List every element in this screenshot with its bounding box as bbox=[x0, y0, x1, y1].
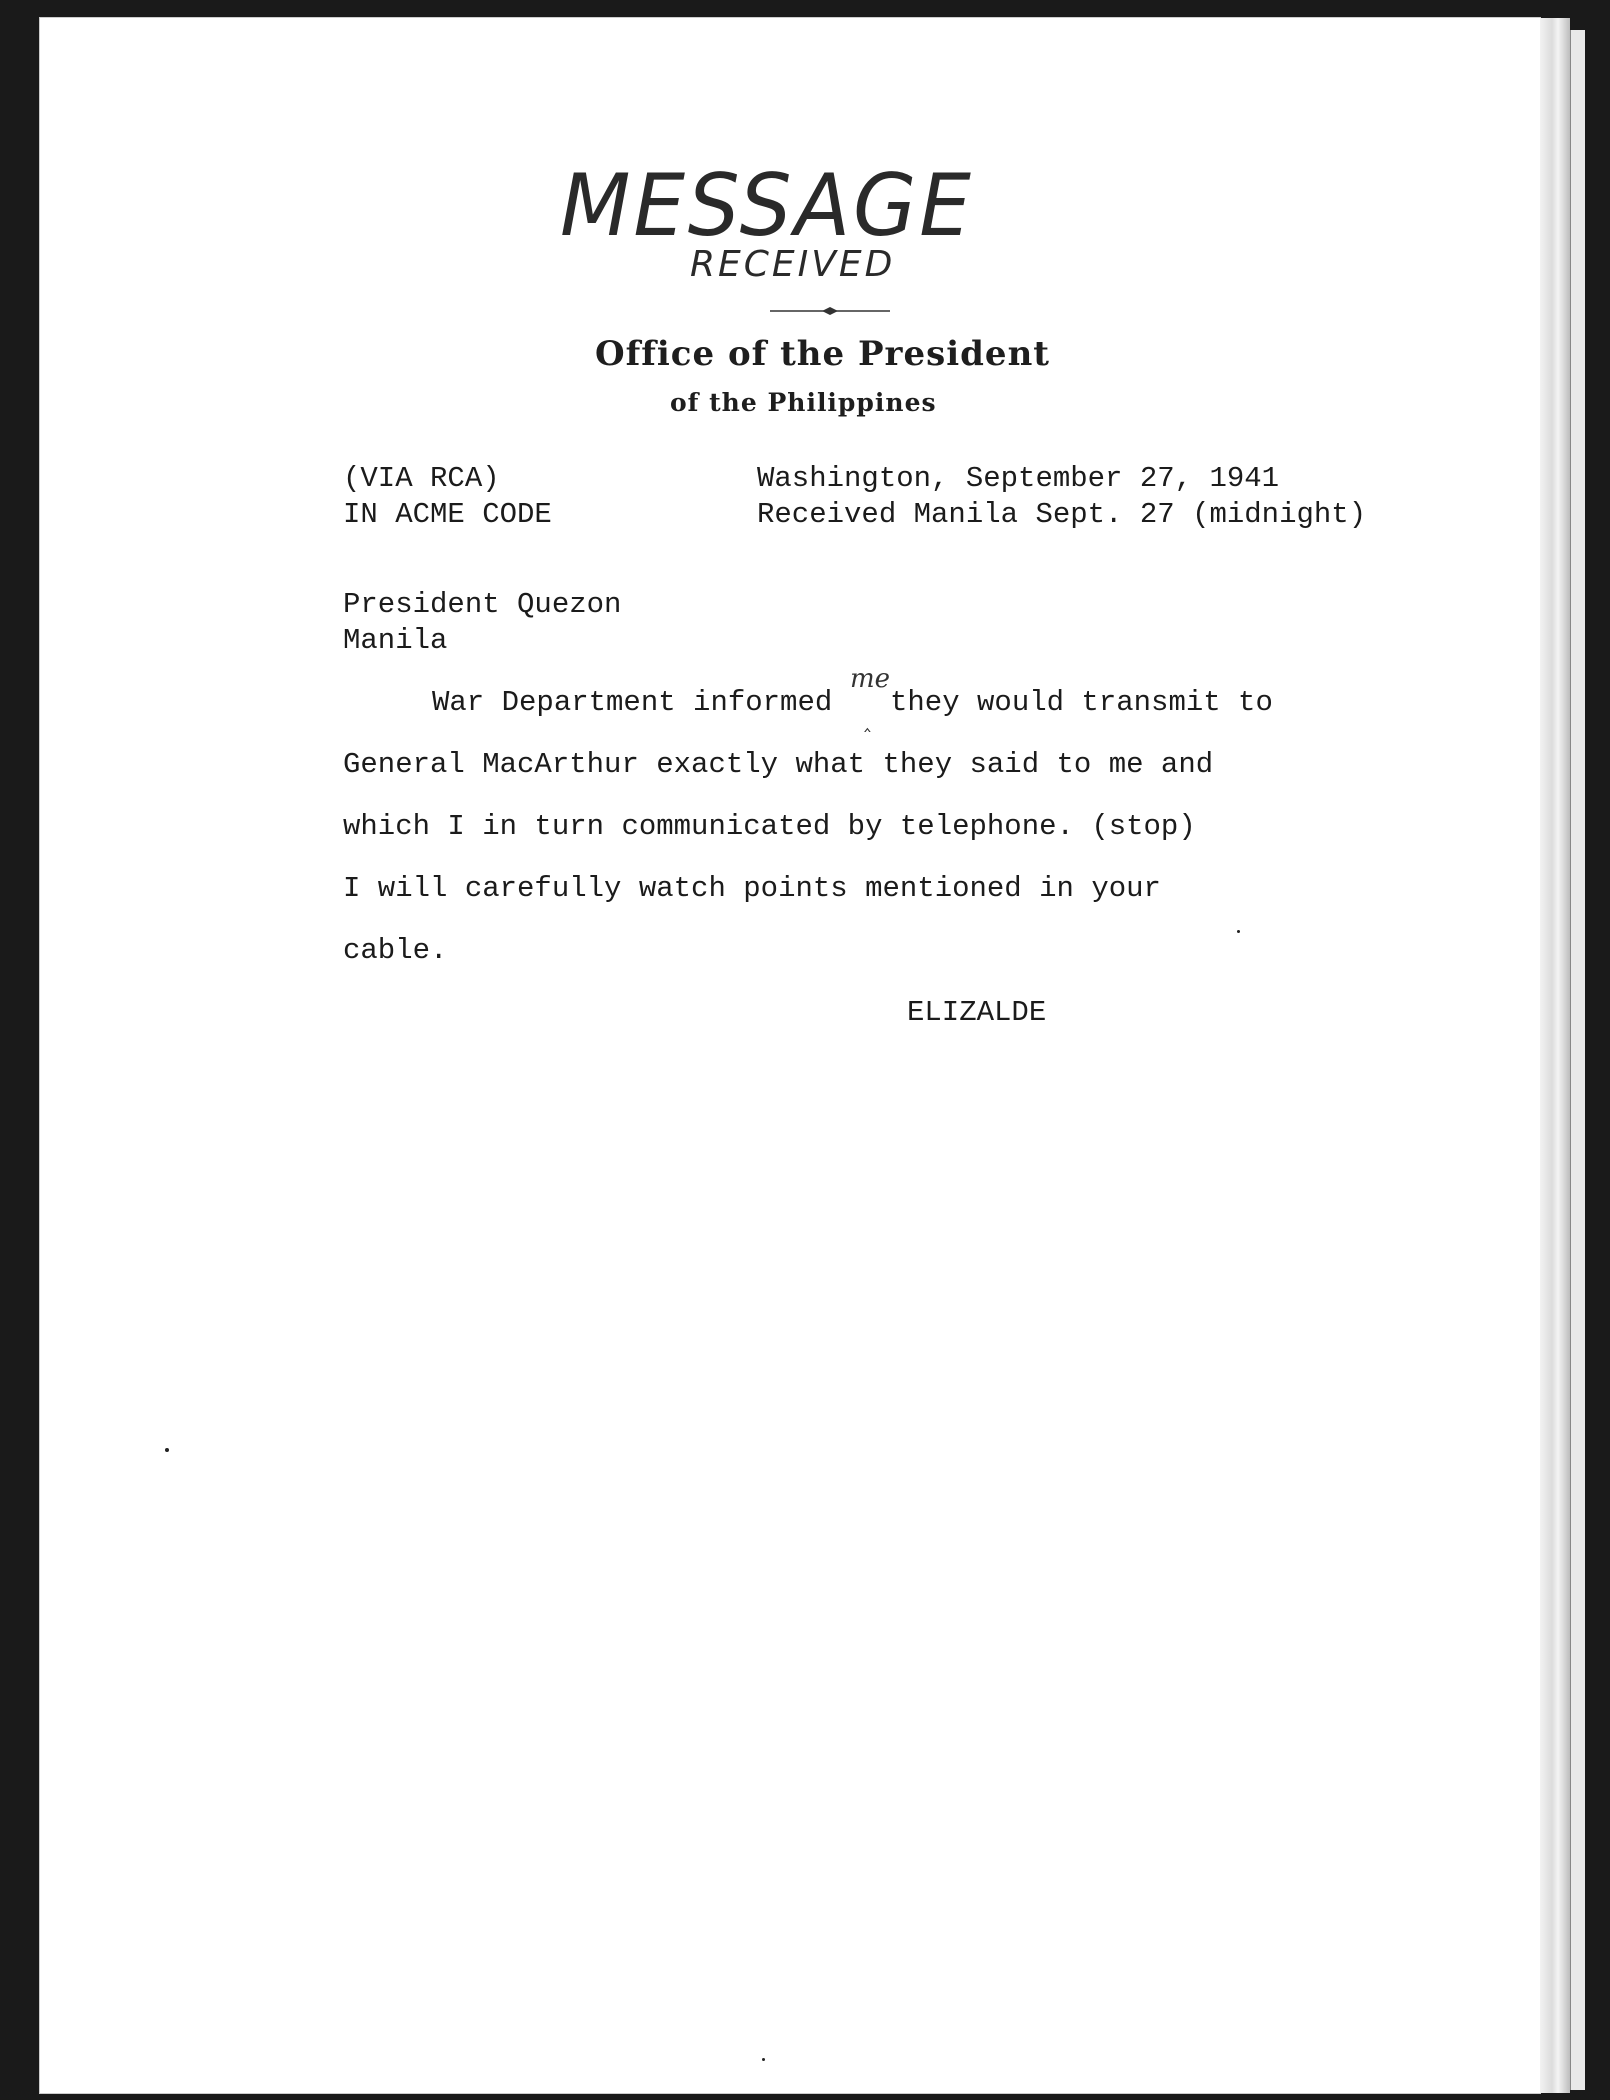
letterhead-subtitle: RECEIVED bbox=[690, 244, 896, 285]
signature: ELIZALDE bbox=[907, 996, 1047, 1029]
addressee-name: President Quezon bbox=[343, 588, 622, 621]
handwritten-insertion: me bbox=[850, 664, 891, 694]
body-line-3: which I in turn communicated by telephone. (stop) bbox=[343, 810, 1196, 843]
body-line-2: General MacArthur exactly what they said to me and bbox=[343, 748, 1214, 781]
document-page bbox=[40, 18, 1540, 2093]
letterhead-title: MESSAGE bbox=[560, 156, 974, 256]
body-line-4: I will carefully watch points mentioned in your bbox=[343, 872, 1161, 905]
addressee-city: Manila bbox=[343, 624, 448, 657]
body-line-1a: War Department informed bbox=[432, 686, 833, 719]
page-stack-edge bbox=[1540, 18, 1570, 2093]
routing-via: (VIA RCA) bbox=[343, 462, 500, 495]
body-line-1b: they would transmit to bbox=[890, 686, 1273, 719]
routing-origin: Washington, September 27, 1941 bbox=[757, 462, 1280, 495]
letterhead-country: of the Philippines bbox=[670, 388, 937, 417]
letterhead-office: Office of the President bbox=[595, 334, 1050, 374]
paper-speck bbox=[165, 1448, 169, 1452]
insertion-caret-icon: ‸ bbox=[864, 708, 871, 732]
letterhead-ornament bbox=[770, 306, 890, 316]
routing-code: IN ACME CODE bbox=[343, 498, 552, 531]
paper-speck bbox=[762, 2058, 765, 2061]
paper-speck bbox=[1237, 930, 1240, 933]
body-line-5: cable. bbox=[343, 934, 448, 967]
routing-received: Received Manila Sept. 27 (midnight) bbox=[757, 498, 1367, 531]
page-stack-edge bbox=[1570, 30, 1585, 2090]
